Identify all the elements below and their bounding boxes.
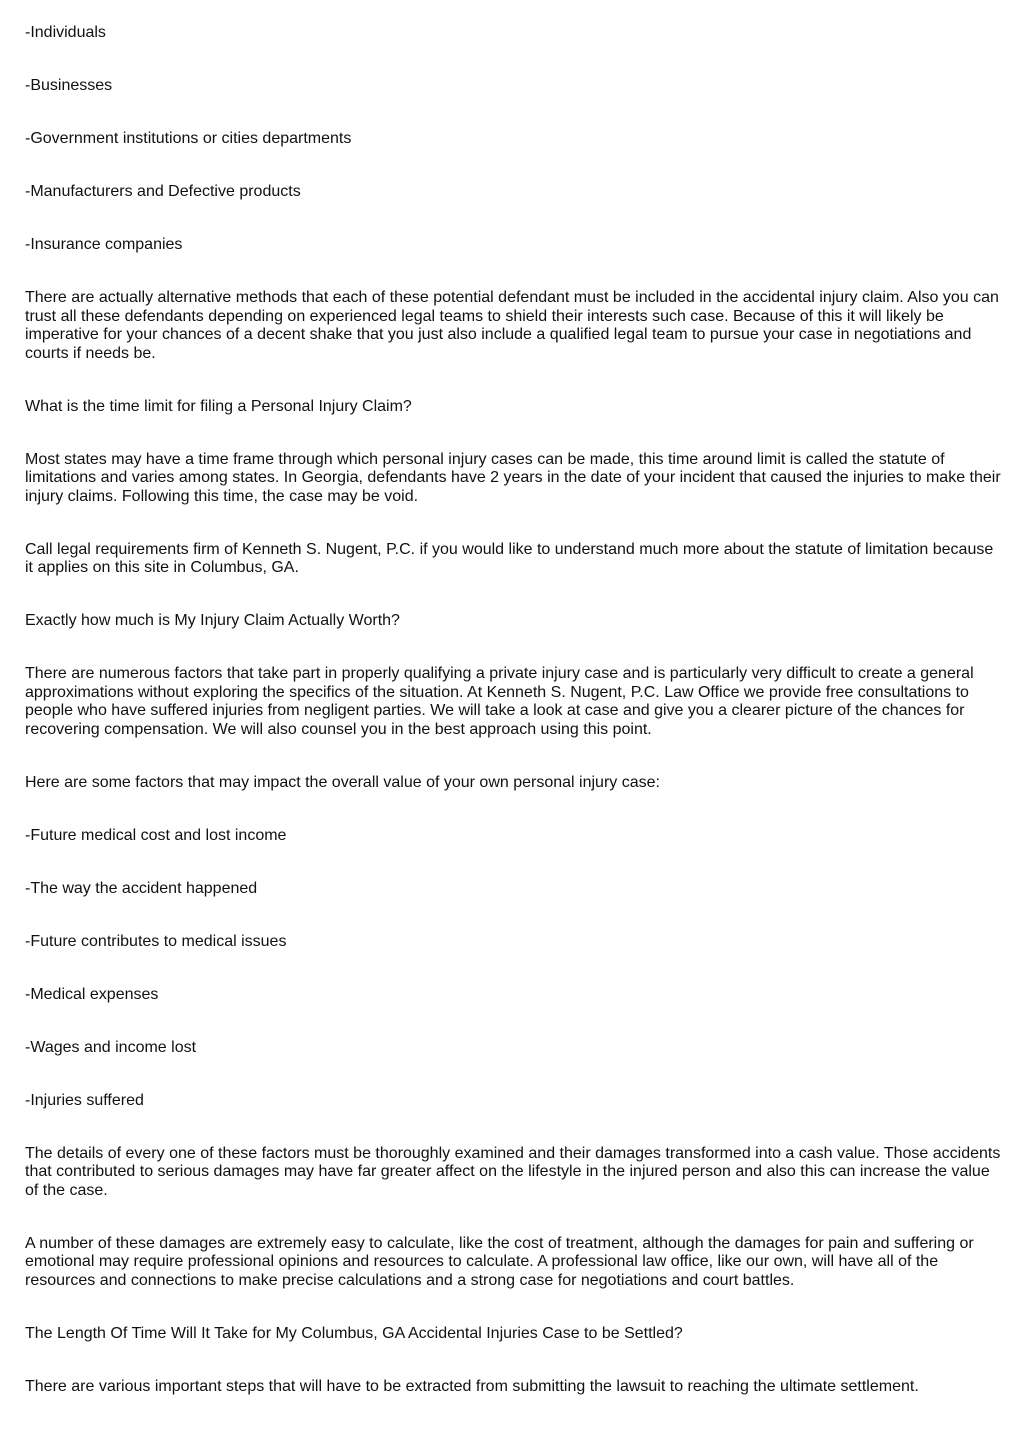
list-item-businesses: -Businesses (25, 77, 113, 94)
paragraph-factors-intro: There are numerous factors that take part in properly qualifying a private injury case and is particularly very difficult to create a general approximations without exploring the specifics of the situation. At Kenneth S. Nugent, P.C. Law Office we provide free consultations to people who have suffered injuries from negligent parties. We will take a look at case and give you a clearer picture of the chances for recovering compensation. We will also counsel you in the best approach using this point. (25, 665, 974, 738)
list-item-medical-expenses: -Medical expenses (25, 985, 159, 1003)
paragraph-damages: A number of these damages are extremely easy to calculate, like the cost of treatment, although the damages for pain and suffering or emotional may require professional opinions and resources to calculate. A professional law office, like our own, will have all of the resources and connections to make precise calculations and a strong case for negotiations and court battles. (25, 1234, 974, 1289)
question-claim-worth: Exactly how much is My Injury Claim Actually Worth? (25, 612, 400, 629)
list-item-accident-way: -The way the accident happened (25, 879, 258, 897)
question-settlement-time: The Length Of Time Will It Take for My Columbus, GA Accidental Injuries Case to be Settled? (25, 1324, 683, 1342)
list-item-injuries: -Injuries suffered (25, 1091, 144, 1109)
paragraph-defendants: There are actually alternative methods that each of these potential defendant must be included in the accidental injury claim. Also you can trust all these defendants depending on experienced legal teams to shield their interests such case. Because of this it will likely be imperative for your chances of a decent shake that you just also include a qualified legal team to pursue your case in negotiations and courts if needs be. (25, 289, 999, 362)
list-item-future-contributes: -Future contributes to medical issues (25, 932, 287, 950)
list-item-wages: -Wages and income lost (25, 1038, 197, 1056)
list-item-insurance: -Insurance companies (25, 236, 183, 253)
paragraph-steps: There are various important steps that will have to be extracted from submitting the lawsuit to reaching the ultimate settlement. (25, 1377, 919, 1395)
paragraph-call-firm: Call legal requirements firm of Kenneth S. Nugent, P.C. if you would like to understand much more about the statute of limitation because it applies on this site in Columbus, GA. (25, 540, 994, 576)
document-page (25, 24, 1001, 1431)
list-item-government: -Government institutions or cities departments (25, 130, 352, 147)
question-time-limit: What is the time limit for filing a Personal Injury Claim? (25, 397, 412, 415)
paragraph-factors-lead: Here are some factors that may impact the overall value of your own personal injury case: (25, 773, 660, 791)
paragraph-statute: Most states may have a time frame through which personal injury cases can be made, this time around limit is called the statute of limitations and varies among states. In Georgia, defendants have 2 years in the date of your incident that caused the injuries to make their injury claims. Following this time, the case may be void. (25, 450, 1001, 505)
paragraph-details: The details of every one of these factors must be thoroughly examined and their damages transformed into a cash value. Those accidents that contributed to serious damages may have far greater affect on the lifestyle in the injured person and also this can increase the value of the case. (25, 1144, 1001, 1199)
list-item-future-medical: -Future medical cost and lost income (25, 826, 287, 844)
list-item-manufacturers: -Manufacturers and Defective products (25, 183, 301, 200)
list-item-individuals: -Individuals (25, 24, 106, 41)
